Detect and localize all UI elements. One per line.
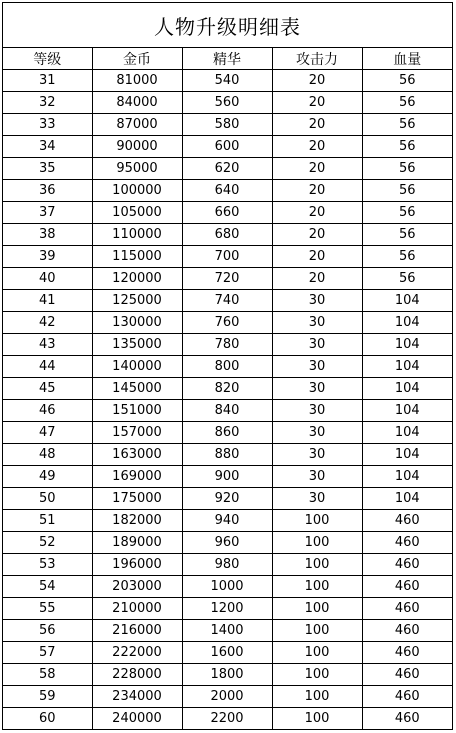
table-row [3,598,452,620]
table-row [3,136,452,158]
table-row [3,576,452,598]
cell-level: 35 [3,158,92,180]
upgrade-table [3,48,452,729]
cell-essence: 880 [182,444,272,466]
cell-attack: 100 [272,642,362,664]
cell-hp: 104 [362,334,452,356]
table-row [3,246,452,268]
cell-attack: 100 [272,598,362,620]
cell-gold: 90000 [92,136,182,158]
cell-hp: 460 [362,642,452,664]
cell-hp: 460 [362,686,452,708]
cell-hp: 460 [362,664,452,686]
cell-essence: 620 [182,158,272,180]
cell-level: 34 [3,136,92,158]
cell-level: 51 [3,510,92,532]
table-row [3,356,452,378]
cell-attack: 20 [272,158,362,180]
table-row [3,158,452,180]
cell-hp: 460 [362,576,452,598]
cell-hp: 104 [362,290,452,312]
cell-attack: 100 [272,686,362,708]
cell-attack: 30 [272,466,362,488]
cell-gold: 210000 [92,598,182,620]
cell-hp: 56 [362,136,452,158]
cell-attack: 100 [272,510,362,532]
cell-essence: 840 [182,400,272,422]
table-row [3,312,452,334]
header-level: 等级 [3,48,92,70]
table-row [3,290,452,312]
cell-essence: 600 [182,136,272,158]
cell-essence: 800 [182,356,272,378]
cell-gold: 81000 [92,70,182,92]
cell-hp: 460 [362,532,452,554]
cell-essence: 960 [182,532,272,554]
cell-gold: 228000 [92,664,182,686]
cell-level: 47 [3,422,92,444]
cell-gold: 125000 [92,290,182,312]
cell-essence: 780 [182,334,272,356]
cell-gold: 130000 [92,312,182,334]
cell-essence: 660 [182,202,272,224]
cell-level: 57 [3,642,92,664]
cell-attack: 100 [272,708,362,730]
cell-attack: 30 [272,356,362,378]
cell-gold: 95000 [92,158,182,180]
cell-level: 49 [3,466,92,488]
cell-level: 40 [3,268,92,290]
cell-gold: 157000 [92,422,182,444]
cell-attack: 30 [272,444,362,466]
table-row [3,554,452,576]
cell-level: 43 [3,334,92,356]
table-row [3,466,452,488]
table-row [3,378,452,400]
cell-essence: 700 [182,246,272,268]
cell-level: 41 [3,290,92,312]
header-row [3,48,452,70]
cell-essence: 720 [182,268,272,290]
cell-attack: 100 [272,576,362,598]
cell-gold: 84000 [92,92,182,114]
cell-level: 44 [3,356,92,378]
cell-gold: 189000 [92,532,182,554]
table-row [3,708,452,730]
cell-attack: 20 [272,136,362,158]
cell-gold: 222000 [92,642,182,664]
cell-gold: 203000 [92,576,182,598]
cell-attack: 20 [272,202,362,224]
cell-essence: 560 [182,92,272,114]
cell-hp: 56 [362,180,452,202]
cell-gold: 163000 [92,444,182,466]
cell-gold: 234000 [92,686,182,708]
cell-attack: 20 [272,246,362,268]
cell-attack: 100 [272,532,362,554]
cell-hp: 104 [362,444,452,466]
cell-hp: 460 [362,554,452,576]
cell-attack: 100 [272,554,362,576]
cell-gold: 140000 [92,356,182,378]
cell-gold: 110000 [92,224,182,246]
table-row [3,268,452,290]
cell-level: 55 [3,598,92,620]
cell-hp: 56 [362,224,452,246]
cell-essence: 940 [182,510,272,532]
header-gold: 金币 [92,48,182,70]
table-body [3,70,452,730]
cell-essence: 1200 [182,598,272,620]
cell-gold: 175000 [92,488,182,510]
upgrade-table-sheet [2,2,453,730]
cell-hp: 104 [362,488,452,510]
header-attack: 攻击力 [272,48,362,70]
cell-essence: 1800 [182,664,272,686]
cell-essence: 2000 [182,686,272,708]
cell-essence: 1000 [182,576,272,598]
cell-hp: 104 [362,400,452,422]
cell-attack: 20 [272,92,362,114]
cell-level: 39 [3,246,92,268]
cell-attack: 20 [272,180,362,202]
cell-essence: 900 [182,466,272,488]
cell-gold: 240000 [92,708,182,730]
cell-level: 36 [3,180,92,202]
cell-gold: 216000 [92,620,182,642]
table-row [3,620,452,642]
cell-hp: 56 [362,202,452,224]
cell-level: 60 [3,708,92,730]
cell-attack: 100 [272,664,362,686]
cell-level: 58 [3,664,92,686]
cell-level: 46 [3,400,92,422]
cell-attack: 20 [272,224,362,246]
table-row [3,202,452,224]
cell-essence: 1600 [182,642,272,664]
cell-essence: 640 [182,180,272,202]
cell-essence: 1400 [182,620,272,642]
cell-level: 53 [3,554,92,576]
cell-attack: 20 [272,114,362,136]
header-hp: 血量 [362,48,452,70]
cell-level: 42 [3,312,92,334]
table-row [3,642,452,664]
table-row [3,422,452,444]
cell-hp: 460 [362,510,452,532]
cell-hp: 104 [362,422,452,444]
cell-essence: 920 [182,488,272,510]
cell-level: 48 [3,444,92,466]
cell-level: 38 [3,224,92,246]
cell-attack: 20 [272,70,362,92]
cell-level: 31 [3,70,92,92]
cell-gold: 182000 [92,510,182,532]
cell-hp: 460 [394,711,420,726]
table-row [3,70,452,92]
cell-attack: 30 [272,290,362,312]
cell-hp: 56 [362,114,452,136]
cell-hp: 56 [362,268,452,290]
cell-level: 45 [3,378,92,400]
cell-level: 54 [3,576,92,598]
cell-gold: 105000 [92,202,182,224]
cell-essence: 980 [182,554,272,576]
cell-hp: 56 [362,158,452,180]
cell-gold: 87000 [92,114,182,136]
cell-attack: 30 [272,378,362,400]
table-title: 人物升级明细表 [3,3,452,48]
table-row [3,664,452,686]
cell-gold: 151000 [92,400,182,422]
cell-essence: 2200 [182,708,272,730]
cell-hp: 56 [362,92,452,114]
cell-essence: 820 [182,378,272,400]
cell-essence: 740 [182,290,272,312]
cell-attack: 30 [272,312,362,334]
cell-essence: 580 [182,114,272,136]
cell-hp: 56 [362,246,452,268]
table-row [3,114,452,136]
cell-hp: 56 [362,70,452,92]
cell-level: 37 [3,202,92,224]
cell-attack: 30 [272,334,362,356]
cell-level: 32 [3,92,92,114]
cell-gold: 169000 [92,466,182,488]
cell-gold: 115000 [92,246,182,268]
table-row [3,510,452,532]
cell-gold: 196000 [92,554,182,576]
table-row [3,180,452,202]
cell-attack: 30 [272,422,362,444]
cell-level: 33 [3,114,92,136]
cell-attack: 30 [272,400,362,422]
table-row [3,92,452,114]
table-row [3,488,452,510]
cell-essence: 860 [182,422,272,444]
cell-gold: 120000 [92,268,182,290]
cell-gold: 100000 [92,180,182,202]
table-row [3,444,452,466]
table-row [3,532,452,554]
table-row [3,400,452,422]
header-essence: 精华 [182,48,272,70]
cell-gold: 145000 [92,378,182,400]
cell-attack: 100 [272,620,362,642]
table-row [3,334,452,356]
cell-essence: 680 [182,224,272,246]
cell-essence: 540 [182,70,272,92]
cell-attack: 30 [272,488,362,510]
cell-hp: 104 [362,312,452,334]
cell-essence: 760 [182,312,272,334]
table-row [3,686,452,708]
cell-attack: 20 [272,268,362,290]
cell-level: 56 [3,620,92,642]
cell-hp: 104 [362,378,452,400]
cell-gold: 135000 [92,334,182,356]
table-row [3,224,452,246]
cell-hp: 460 [362,598,452,620]
cell-hp: 104 [362,356,452,378]
cell-hp: 104 [362,466,452,488]
cell-level: 52 [3,532,92,554]
cell-level: 50 [3,488,92,510]
cell-hp: 460 [362,620,452,642]
cell-level: 59 [3,686,92,708]
